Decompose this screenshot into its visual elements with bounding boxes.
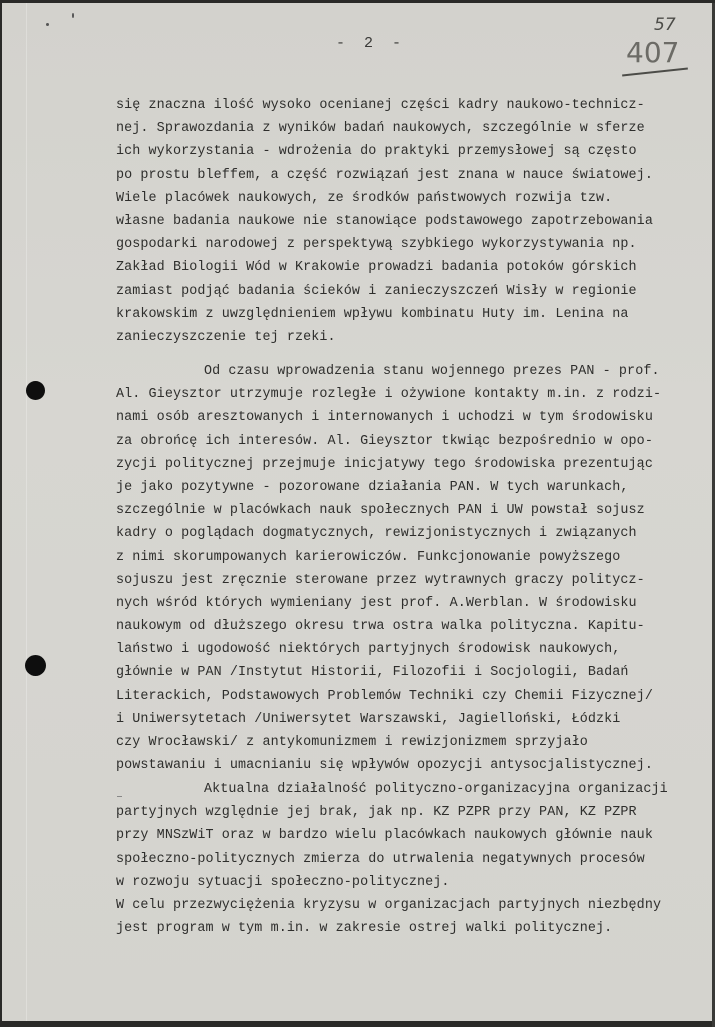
text-line: własne badania naukowe nie stanowiące podstawowego zapotrzebowania [116, 213, 653, 229]
text-line: głównie w PAN /Instytut Historii, Filozofii i Socjologii, Badań [116, 665, 629, 681]
text-line: W celu przezwyciężenia kryzysu w organizacjach partyjnych niezbędny [116, 898, 662, 913]
paragraph-4 [116, 894, 712, 940]
punch-hole [25, 655, 46, 676]
paragraph-3 [116, 778, 712, 894]
folio-current: 57 [654, 15, 676, 35]
text-line: powstawaniu i umacnianiu się wpływów opozycji antysocjalistycznej. [116, 758, 653, 774]
text-line: nej. Sprawozdania z wyników badań naukowych, szczególnie w sferze [116, 121, 645, 137]
paper-crease [26, 3, 27, 1021]
text-line: laństwo i ugodowość niektórych partyjnych środowisk naukowych, [116, 642, 621, 658]
document-page [2, 3, 712, 1021]
text-line: Al. Gieysztor utrzymuje rozległe i ożywione kontakty m.in. z rodzi- [116, 387, 662, 403]
text-line: ich wykorzystania - wdrożenia do praktyki przemysłowej są często [116, 144, 637, 160]
punch-hole [26, 381, 45, 400]
text-line: społeczno-politycznych zmierza do utrwalenia negatywnych procesów [116, 851, 645, 867]
paragraph-2 [116, 360, 712, 777]
text-line: zanieczyszczenie tej rzeki. [116, 329, 336, 345]
text-line: Literackich, Podstawowych Problemów Techniki czy Chemii Fizycznej/ [116, 688, 653, 704]
text-line: naukowym od dłuższego okresu trwa ostra walka polityczna. Kapitu- [116, 619, 645, 635]
archive-folio-number [622, 15, 694, 77]
text-line: po prostu bleffem, a część rozwiązań jest znana w nauce światowej. [116, 167, 653, 183]
text-line: szczególnie w placówkach nauk społecznych PAN i UW powstał sojusz [116, 503, 645, 519]
text-line: Wiele placówek naukowych, ze środków państwowych rozwija tzw. [116, 190, 613, 206]
text-line: sojuszu jest zręcznie sterowane przez wytrawnych graczy politycz- [116, 572, 645, 588]
text-line: Od czasu wprowadzenia stanu wojennego prezes PAN - prof. [204, 364, 660, 379]
text-line: w rozwoju sytuacji społeczno-politycznej. [116, 874, 450, 890]
text-line: się znaczna ilość wysoko ocenianej części kadry naukowo-technicz- [116, 98, 645, 113]
text-line: przy MNSzWiT oraz w bardzo wielu placówkach naukowych głównie nauk [116, 828, 653, 844]
text-line: je jako pozytywne - pozorowane działania PAN. W tych warunkach, [116, 479, 629, 495]
text-line: krakowskim z uwzględnieniem wpływu kombinatu Huty im. Lenina na [116, 306, 629, 322]
text-line: kadry o poglądach dogmatycznych, rewizjonistycznych i związanych [116, 526, 637, 542]
text-line: zamiast podjąć badania ścieków i zanieczyszczeń Wisły w regionie [116, 283, 637, 299]
paper-speck [72, 13, 74, 18]
text-line: czy Wrocławski/ z antykomunizmem i rewizjonizmem sprzyjało [116, 735, 588, 750]
paragraph-1 [116, 94, 712, 349]
text-line: jest program w tym m.in. w zakresie ostrej walki politycznej. [116, 921, 613, 937]
paper-speck [46, 23, 49, 26]
text-line: nych wśród których wymieniany jest prof. A.Werblan. W środowisku [116, 595, 637, 611]
text-line: zycji politycznej przejmuje inicjatywy tego środowiska prezentując [116, 456, 653, 472]
text-line: Aktualna działalność polityczno-organizacyjna organizacji [204, 782, 668, 797]
text-line: i Uniwersytetach /Uniwersytet Warszawski, Jagielloński, Łódzki [116, 711, 621, 727]
folio-struck: 407 [626, 36, 680, 69]
text-line: Zakład Biologii Wód w Krakowie prowadzi badania potoków górskich [116, 260, 637, 276]
text-line: nami osób aresztowanych i internowanych i uchodzi w tym środowisku [116, 410, 653, 426]
text-line: za obrońcę ich interesów. Al. Gieysztor tkwiąc bezpośrednio w opo- [116, 433, 653, 449]
text-line: gospodarki narodowej z perspektywą szybkiego wykorzystywania np. [116, 237, 637, 253]
text-line: z nimi skorumpowanych karierowiczów. Funkcjonowanie powyższego [116, 549, 621, 565]
page-number: - 2 - [336, 35, 402, 52]
text-line: partyjnych względnie jej brak, jak np. KZ PZPR przy PAN, KZ PZPR [116, 805, 637, 821]
